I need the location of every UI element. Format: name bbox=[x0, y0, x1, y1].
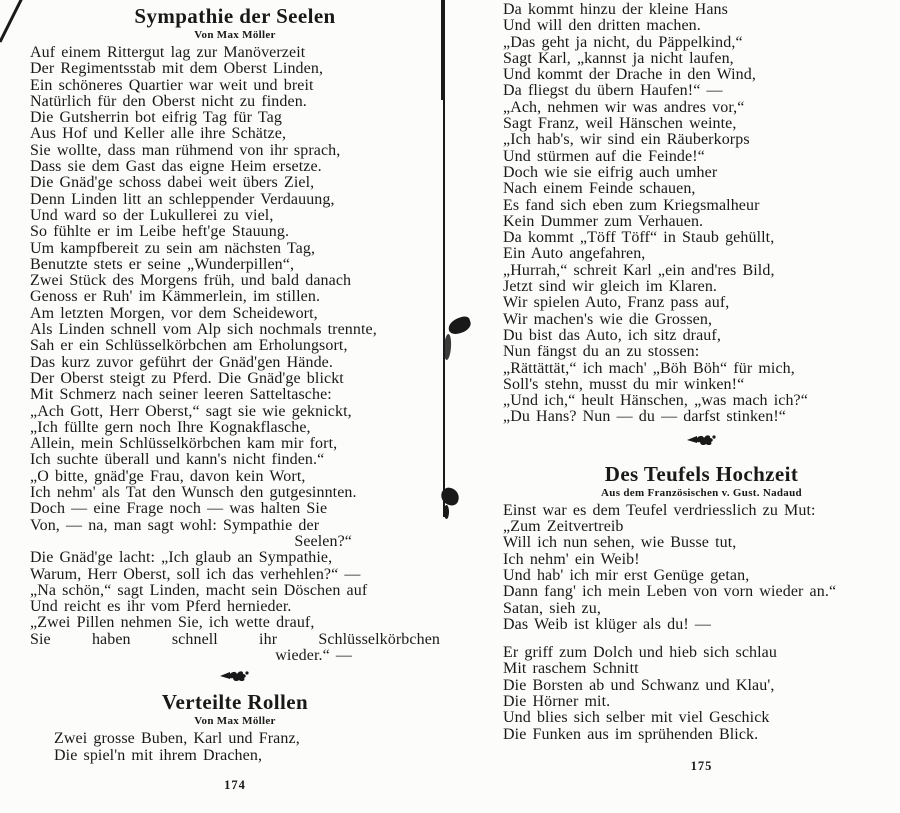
poem-line: Will ich nun sehen, wie Busse tut, bbox=[503, 534, 737, 552]
scan-corner-mark bbox=[0, 0, 30, 45]
poem-line: Das kurz zuvor geführt der Gnäd'gen Hände. bbox=[30, 353, 333, 371]
poem-line: Sie haben schnell ihr Schlüsselkörbchen bbox=[30, 630, 440, 648]
poem-body bbox=[30, 45, 440, 664]
poem-line: Sah er ein Schlüsselkörbchen am Erholungsort, bbox=[30, 337, 348, 355]
poem-line: Ich nehm' ein Weib! bbox=[503, 550, 640, 568]
poem-line: Aus Hof und Keller alle ihre Schätze, bbox=[30, 125, 287, 143]
poem-line: Dann fang' ich mein Leben von vorn wieder an.“ bbox=[503, 583, 837, 601]
poem-line: Denn Linden litt an schleppender Verdauung, bbox=[30, 190, 335, 208]
poem-line: Und ward so der Lukullerei zu viel, bbox=[30, 206, 274, 224]
poem-line: Kein Dummer zum Verhauen. bbox=[503, 212, 704, 230]
poem-line: Und reicht es ihr vom Pferd hernieder. bbox=[30, 598, 292, 616]
ink-smudge bbox=[444, 505, 449, 519]
poem-line: Und stürmen auf die Feinde!“ bbox=[503, 147, 705, 165]
poem-line: Ich suchte überall und kann's nicht finden.“ bbox=[30, 451, 325, 469]
poem-line: Die Hörner mit. bbox=[503, 692, 611, 710]
page-number-right: 175 bbox=[690, 758, 713, 773]
fleuron-ornament-icon bbox=[687, 433, 717, 446]
page-left bbox=[30, 4, 440, 793]
poem-line: Sagt Karl, „kannst ja nicht laufen, bbox=[503, 49, 734, 67]
poem-line: Warum, Herr Oberst, soll ich das verhehlen?“ — bbox=[30, 565, 361, 583]
page-right bbox=[503, 2, 900, 774]
poem-line: Da kommt hinzu der kleine Hans bbox=[503, 1, 728, 18]
poem-line: Einst war es dem Teufel verdriesslich zu Mut: bbox=[503, 501, 816, 519]
poem-line: Satan, sieh zu, bbox=[503, 599, 601, 617]
poem-byline: Von Max Möller bbox=[194, 715, 276, 728]
poem-line: Die Gnäd'ge lacht: „Ich glaub an Sympathie, bbox=[30, 549, 333, 567]
poem-line: „Du Hans? Nun — du — darfst stinken!“ bbox=[503, 408, 786, 426]
poem-line: Auf einem Rittergut lag zur Manöverzeit bbox=[30, 44, 306, 61]
poem-line: Und blies sich selber mit viel Geschick bbox=[503, 709, 770, 727]
poem-line: Soll's stehn, musst du mir winken!“ bbox=[503, 375, 745, 393]
poem-line: Die spiel'n mit ihrem Drachen, bbox=[54, 746, 263, 764]
poem-line: „Das geht ja nicht, du Päppelkind,“ bbox=[503, 33, 743, 51]
poem-line: Ich nehm' als Tat den Wunsch den gutgesinnten. bbox=[30, 484, 357, 502]
poem-line: Da kommt „Töff Töff“ in Staub gehüllt, bbox=[503, 229, 775, 247]
poem-line: „Ach Gott, Herr Oberst,“ sagt sie wie geknickt, bbox=[30, 402, 352, 420]
poem-line: Der Regimentsstab mit dem Oberst Linden, bbox=[30, 60, 324, 78]
poem-line: „Zum Zeitvertreib bbox=[503, 518, 624, 536]
poem-line: Wir spielen Auto, Franz pass auf, bbox=[503, 294, 730, 312]
fleuron-ornament bbox=[503, 430, 900, 446]
poem-title-verteilte-rollen: Verteilte Rollen bbox=[161, 690, 309, 715]
poem-line: Zwei Stück des Morgens früh, und bald danach bbox=[30, 272, 352, 290]
poem-line: Und kommt der Drache in den Wind, bbox=[503, 66, 756, 84]
poem-line: Genoss er Ruh' im Kämmerlein, im stillen. bbox=[30, 288, 321, 306]
poem-line: Von, — na, man sagt wohl: Sympathie der bbox=[30, 516, 320, 534]
poem-line: Die Gnäd'ge schoss dabei weit übers Ziel, bbox=[30, 174, 315, 192]
poem-line: Die Gutsherrin bot eifrig Tag für Tag bbox=[30, 109, 282, 127]
poem-line: Die Funken aus im sprühenden Blick. bbox=[503, 725, 759, 743]
poem-continuation-body bbox=[503, 2, 900, 426]
poem-line: Da fliegst du übern Haufen!“ — bbox=[503, 82, 723, 100]
poem-line: Doch wie sie eifrig auch umher bbox=[503, 163, 718, 181]
poem-line: „Hurrah,“ schreit Karl „ein and'res Bild, bbox=[503, 261, 775, 279]
poem-body bbox=[503, 503, 900, 743]
poem-line: Allein, mein Schlüsselkörbchen kam mir fort, bbox=[30, 435, 338, 453]
poem-line: Seelen?“ bbox=[294, 532, 352, 550]
poem-line: Jetzt sind wir gleich im Klaren. bbox=[503, 278, 718, 296]
poem-line: „Zwei Pillen nehmen Sie, ich wette drauf, bbox=[30, 614, 315, 632]
poem-line: Mit raschem Schnitt bbox=[503, 660, 639, 678]
poem-line: Natürlich für den Oberst nicht zu finden. bbox=[30, 92, 307, 110]
poem-body bbox=[30, 731, 440, 764]
poem-line: Als Linden schnell vom Alp sich nochmals trennte, bbox=[30, 321, 377, 339]
gutter-fold-line bbox=[443, 0, 445, 517]
poem-line: „Ich füllte gern noch Ihre Kognakflasche, bbox=[30, 418, 311, 436]
poem-line: „Ich hab's, wir sind ein Räuberkorps bbox=[503, 131, 750, 149]
poem-line: Sagt Franz, weil Hänschen weinte, bbox=[503, 115, 737, 133]
fleuron-ornament-icon bbox=[220, 669, 250, 682]
poem-line: Er griff zum Dolch und hieb sich schlau bbox=[503, 644, 777, 662]
page-number-left: 174 bbox=[224, 777, 246, 792]
poem-byline: Aus dem Französischen v. Gust. Nadaud bbox=[601, 486, 802, 499]
poem-line: wieder.“ — bbox=[275, 646, 352, 664]
poem-title-des-teufels-hochzeit: Des Teufels Hochzeit bbox=[604, 461, 799, 486]
poem-line: „O bitte, gnäd'ge Frau, davon kein Wort, bbox=[30, 467, 306, 485]
fleuron-ornament bbox=[30, 666, 440, 682]
poem-line: Wir machen's wie die Grossen, bbox=[503, 310, 713, 328]
poem-line: Sie wollte, dass man rühmend von ihr sprach, bbox=[30, 141, 341, 159]
poem-line: Der Oberst steigt zu Pferd. Die Gnäd'ge blickt bbox=[30, 369, 344, 387]
poem-line: Die Borsten ab und Schwanz und Klau', bbox=[503, 676, 775, 694]
poem-line: Mit Schmerz nach seiner leeren Satteltasche: bbox=[30, 386, 332, 404]
poem-line: Doch — eine Frage noch — was halten Sie bbox=[30, 500, 328, 518]
ink-smudge bbox=[446, 315, 473, 336]
poem-line: Nun fängst du an zu stossen: bbox=[503, 343, 700, 361]
poem-line: Am letzten Morgen, vor dem Scheidewort, bbox=[30, 304, 318, 322]
poem-title-sympathie: Sympathie der Seelen bbox=[134, 4, 336, 28]
poem-line: Zwei grosse Buben, Karl und Franz, bbox=[54, 730, 300, 748]
poem-line: Und hab' ich mir erst Genüge getan, bbox=[503, 566, 750, 584]
poem-line: Und will den dritten machen. bbox=[503, 17, 701, 35]
poem-line: Du bist das Auto, ich sitz drauf, bbox=[503, 326, 721, 344]
poem-line: Benutzte stets er seine „Wunderpillen“, bbox=[30, 255, 295, 273]
poem-line: Ein schöneres Quartier war weit und breit bbox=[30, 76, 314, 94]
poem-byline: Von Max Möller bbox=[194, 29, 276, 41]
poem-line: „Rättättät,“ ich mach' „Böh Böh“ für mich, bbox=[503, 359, 795, 377]
poem-line: „Ach, nehmen wir was andres vor,“ bbox=[503, 98, 745, 116]
poem-line: „Na schön,“ sagt Linden, macht sein Döschen auf bbox=[30, 581, 368, 599]
poem-line: Nach einem Feinde schauen, bbox=[503, 180, 696, 198]
poem-line: Dass sie dem Gast das eigne Heim ersetze. bbox=[30, 158, 322, 176]
poem-line: Es fand sich eben zum Kriegsmalheur bbox=[503, 196, 760, 214]
ink-smudge bbox=[443, 334, 452, 360]
poem-line: Das Weib ist klüger als du! — bbox=[503, 615, 711, 633]
poem-line: So fühlte er im Leibe heft'ge Stauung. bbox=[30, 223, 290, 241]
poem-line: Ein Auto angefahren, bbox=[503, 245, 646, 263]
poem-line: Um kampfbereit zu sein am nächsten Tag, bbox=[30, 239, 316, 257]
poem-line: „Und ich,“ heult Hänschen, „was mach ich?“ bbox=[503, 392, 808, 410]
